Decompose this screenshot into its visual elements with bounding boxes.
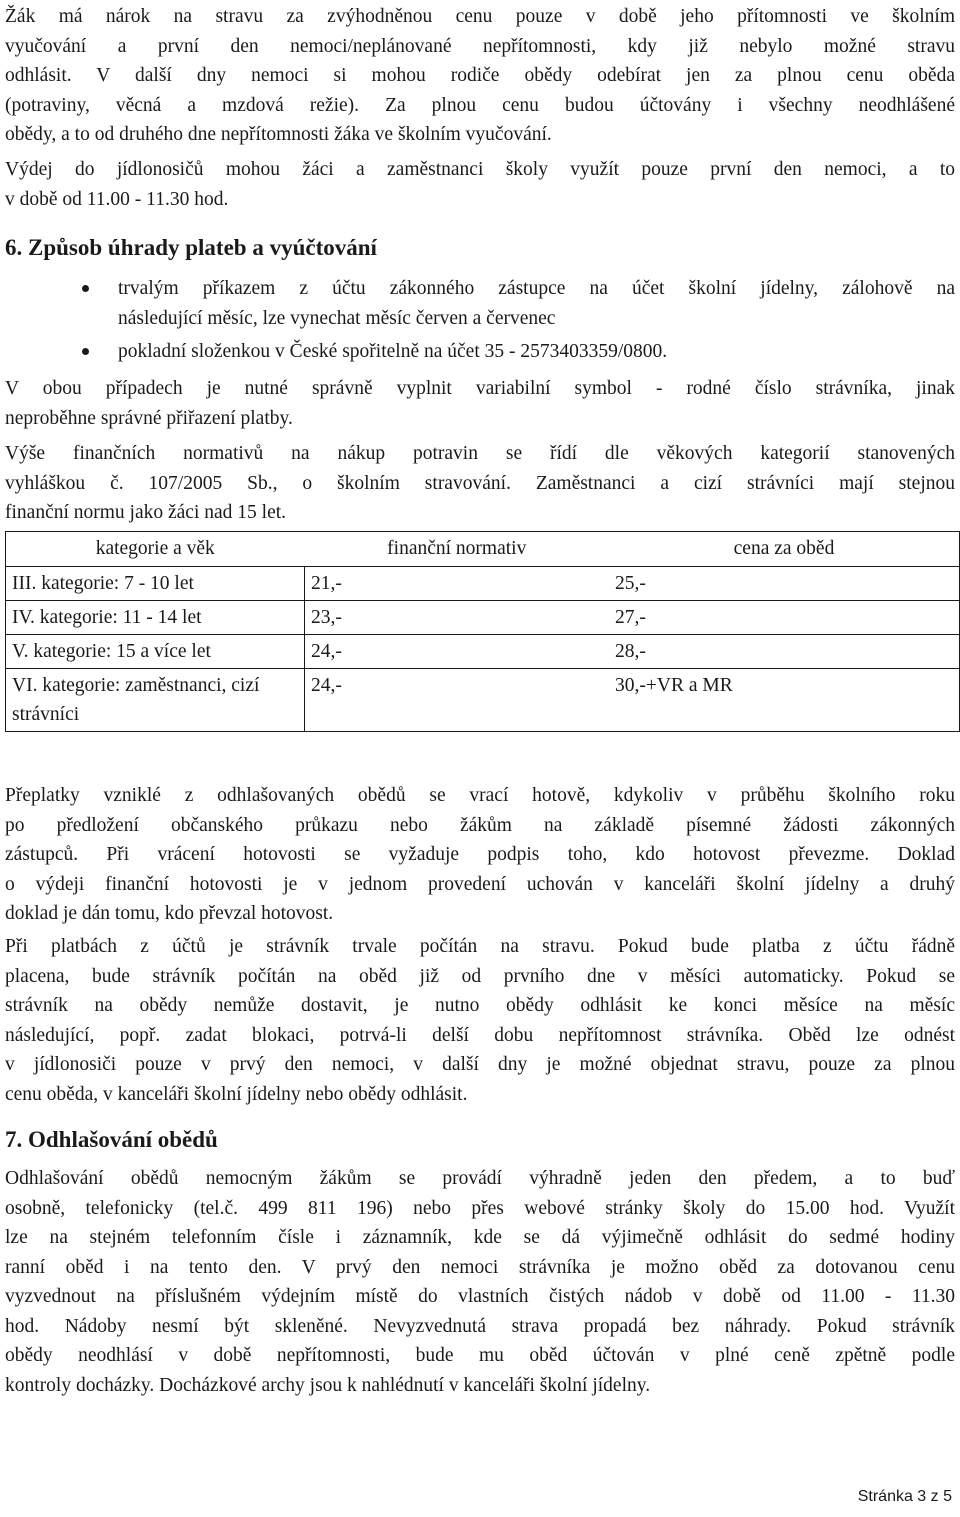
text-line: Při platbách z účtů je strávník trvale počítán na stravu. Pokud bude platba z účtu řádně — [5, 936, 955, 957]
text-line: obědy neodhlásí v době nepřítomnosti, bude mu oběd účtován v plné ceně zpětně podle — [5, 1345, 955, 1366]
text-line: v době od 11.00 - 11.30 hod. — [5, 188, 229, 210]
payment-methods-list — [0, 274, 960, 367]
text-line: hod. Nádoby nesmí být skleněné. Nevyzvednutá strava propadá bez náhrady. Pokud strávník — [5, 1315, 955, 1337]
table-cell-price: 27,- — [609, 601, 960, 635]
text-line: vyzvednout na příslušném výdejním místě do vlastních čistých nádob v době od 11.00 - 11.30 — [5, 1286, 955, 1307]
table-header-category: kategorie a věk — [6, 532, 305, 567]
table-row — [6, 669, 960, 732]
text-line: lze na stejném telefonním čísle i záznamník, kde se dá výjimečně odhlásit do sedmé hodiny — [5, 1227, 955, 1248]
section-7-paragraph — [5, 1164, 955, 1400]
intro-paragraph-2 — [5, 155, 955, 214]
text-line: pokladní složenkou v České spořitelně na účet 35 - 2573403359/0800. — [118, 341, 668, 362]
section-6-paragraph-2 — [5, 439, 955, 528]
bullet-icon — [82, 285, 89, 292]
text-line: doklad je dán tomu, kdo převzal hotovost. — [5, 903, 334, 924]
text-line: Výše finančních normativů na nákup potravin se řídí dle věkových kategorií stanovených — [5, 443, 955, 464]
table-cell-norm: 21,- — [305, 567, 610, 601]
text-line: ranní oběd i na tento den. V prvý den nemoci strávníka je možno oběd za dotovanou cenu — [5, 1256, 955, 1278]
table-header-price: cena za oběd — [609, 532, 960, 567]
text-line: finanční normu jako žáci nad 15 let. — [5, 502, 287, 523]
text-line: osobně, telefonicky (tel.č. 499 811 196) nebo přes webové stránky školy do 15.00 hod. Využít — [5, 1197, 955, 1219]
table-cell-category: V. kategorie: 15 a více let — [6, 635, 305, 669]
text-line: v jídlonosiči pouze v prvý den nemoci, v další dny je možné objednat stravu, pouze za plnou — [5, 1054, 955, 1075]
financial-norms-table — [5, 531, 960, 732]
text-line: Odhlašování obědů nemocným žákům se provádí výhradně jeden den předem, a to buď — [5, 1168, 955, 1189]
intro-paragraph-1 — [5, 2, 955, 150]
text-line: vyhláškou č. 107/2005 Sb., o školním stravování. Zaměstnanci a cizí strávníci mají stejnou — [5, 472, 955, 494]
text-line: o výdeji finanční hotovosti je v jednom provedení uchován v kanceláři školní jídelny a druhý — [5, 873, 955, 895]
text-line: Výdej do jídlonosičů mohou žáci a zaměstnanci školy využít pouze první den nemoci, a to — [5, 159, 955, 180]
text-line: kontroly docházky. Docházkové archy jsou k nahlédnutí v kanceláři školní jídelny. — [5, 1374, 651, 1396]
text-line: vyučování a první den nemoci/neplánované nepřítomnosti, kdy již nebylo možné stravu — [5, 35, 955, 57]
bullet-item-standing-order — [0, 274, 955, 333]
bullet-icon — [82, 348, 89, 355]
text-line: obědy, a to od druhého dne nepřítomnosti žáka ve školním vyučování. — [5, 124, 552, 145]
table-cell-price: 25,- — [609, 567, 960, 601]
table-header-norm: finanční normativ — [305, 532, 610, 567]
section-6-paragraph-4 — [5, 932, 955, 1109]
table-cell-price: 30,-+VR a MR — [609, 669, 960, 732]
table-header-row — [6, 532, 960, 567]
text-line: po předložení občanského průkazu nebo žákům na základě písemné žádosti zákonných — [5, 814, 955, 836]
table-row — [6, 567, 960, 601]
table-cell-norm: 24,- — [305, 635, 610, 669]
page-number: Stránka 3 z 5 — [857, 1488, 952, 1505]
table-cell-category: VI. kategorie: zaměstnanci, cizí strávníci — [6, 669, 305, 732]
section-6-paragraph-1 — [5, 374, 955, 433]
text-line: strávník na obědy nemůže dostavit, je nutno obědy odhlásit ke konci měsíce na měsíc — [5, 995, 955, 1016]
text-line: trvalým příkazem z účtu zákonného zástupce na účet školní jídelny, zálohově na — [118, 278, 955, 299]
table-cell-price: 28,- — [609, 635, 960, 669]
text-line: Přeplatky vzniklé z odhlašovaných obědů se vrací hotově, kdykoliv v průběhu školního roku — [5, 785, 955, 806]
section-6-heading: 6. Způsob úhrady plateb a vyúčtování — [5, 235, 377, 260]
text-line: (potraviny, věcná a mzdová režie). Za plnou cenu budou účtovány i všechny neodhlášené — [5, 94, 955, 116]
text-line: placena, bude strávník počítán na oběd již od prvního dne v měsíci automaticky. Pokud se — [5, 965, 955, 987]
table-cell-norm: 24,- — [305, 669, 610, 732]
bullet-item-postal-order — [0, 337, 955, 367]
table-cell-category: IV. kategorie: 11 - 14 let — [6, 601, 305, 635]
table-cell-category: III. kategorie: 7 - 10 let — [6, 567, 305, 601]
table-cell-norm: 23,- — [305, 601, 610, 635]
text-line: zástupců. Při vrácení hotovosti se vyžaduje podpis toho, kdo hotovost převezme. Doklad — [5, 844, 955, 865]
section-7-heading: 7. Odhlašování obědů — [5, 1127, 218, 1152]
table-row — [6, 635, 960, 669]
text-line: V obou případech je nutné správně vyplnit variabilní symbol - rodné číslo strávníka, jinak — [5, 378, 955, 399]
text-line: Žák má nárok na stravu za zvýhodněnou cenu pouze v době jeho přítomnosti ve školním — [5, 6, 955, 27]
text-line: následující, popř. zadat blokaci, potrvá-li delší dobu nepřítomnost strávníka. Oběd lze odnést — [5, 1024, 955, 1046]
text-line: neproběhne správné přiřazení platby. — [5, 407, 293, 429]
text-line: odhlásit. V další dny nemoci si mohou rodiče obědy odebírat jen za plnou cenu oběda — [5, 65, 955, 86]
text-line: následující měsíc, lze vynechat měsíc červen a červenec — [118, 307, 556, 329]
section-6-paragraph-3 — [5, 781, 955, 929]
text-line: cenu oběda, v kanceláři školní jídelny nebo obědy odhlásit. — [5, 1083, 468, 1105]
table-row — [6, 601, 960, 635]
